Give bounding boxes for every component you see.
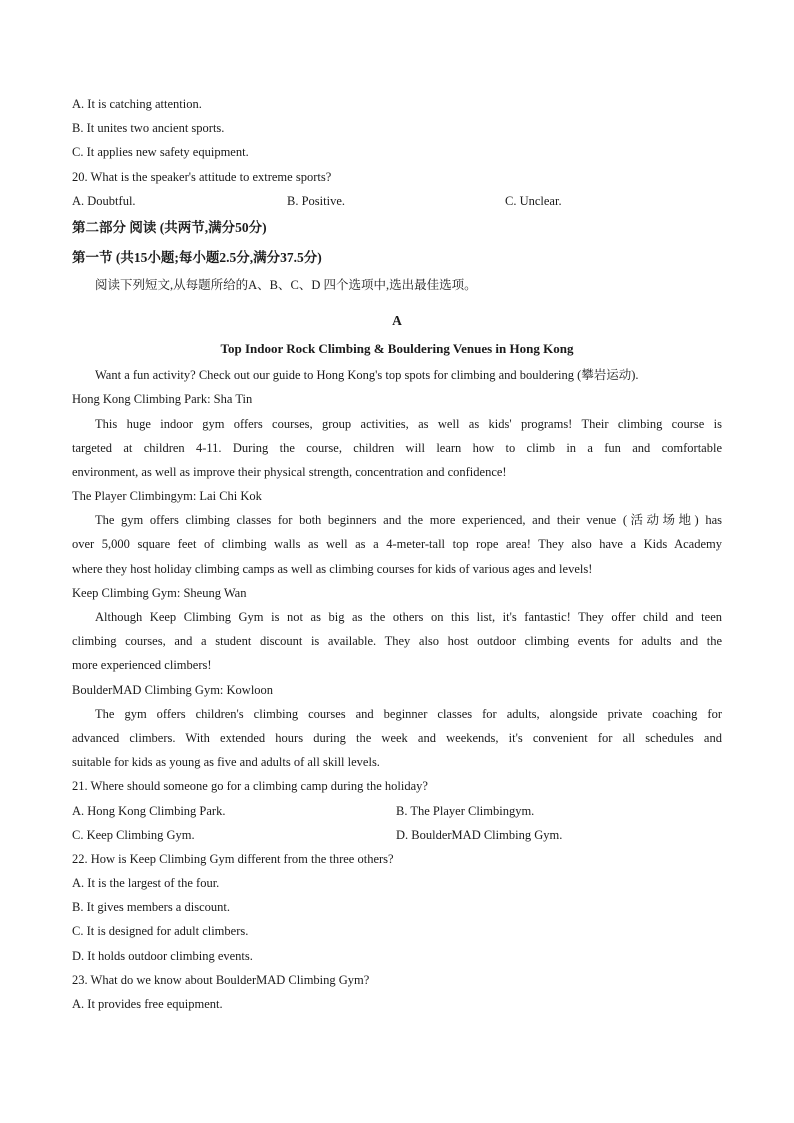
venue-2-description [72, 508, 722, 581]
venue-4-line: suitable for kids as young as five and adults of all skill levels. [72, 755, 380, 770]
q22-option-a: A. It is the largest of the four. [72, 876, 220, 891]
q23-option-a: A. It provides free equipment. [72, 997, 223, 1011]
venue-1-line: targeted at children 4-11. During the course, children will learn how to climb in a fun and comfortable [72, 440, 722, 455]
instructions: 阅读下列短文,从每题所给的A、B、C、D 四个选项中,选出最佳选项。 [95, 277, 477, 292]
part2-heading: 第二部分 阅读 (共两节,满分50分) [72, 219, 267, 235]
q21-options-row1 [72, 799, 722, 823]
q21-stem: 21. Where should someone go for a climbing camp during the holiday? [72, 779, 428, 794]
venue-2-line: The gym offers climbing classes for both beginners and the more experienced, and their venue (活动场地) has [95, 513, 722, 528]
venue-3-line: climbing courses, and a student discount is available. They also host outdoor climbing events for adults and the [72, 634, 722, 649]
venue-4-line: advanced climbers. With extended hours during the week and weekends, it's convenient for all schedules and [72, 730, 722, 745]
venue-2-name: The Player Climbingym: Lai Chi Kok [72, 489, 262, 504]
q22-option-b: B. It gives members a discount. [72, 900, 230, 915]
q20-option-b: B. Positive. [287, 193, 345, 208]
q20-stem: 20. What is the speaker's attitude to extreme sports? [72, 169, 332, 184]
q19-option-c: C. It applies new safety equipment. [72, 145, 249, 160]
passage-title: Top Indoor Rock Climbing & Bouldering Venues in Hong Kong [220, 341, 574, 357]
q21-option-c: C. Keep Climbing Gym. [72, 827, 195, 842]
exam-page [72, 92, 722, 1016]
venue-3-line: Although Keep Climbing Gym is not as big as the others on this list, it's fantastic! They offer child and teen [95, 610, 722, 624]
venue-2-line: where they host holiday climbing camps as well as climbing courses for kids of various ages and levels! [72, 561, 593, 576]
q20-option-a: A. Doubtful. [72, 193, 136, 208]
q22-stem: 22. How is Keep Climbing Gym different from the three others? [72, 851, 394, 866]
venue-4-line: The gym offers children's climbing courses and beginner classes for adults, alongside private coaching for [95, 706, 722, 721]
q21-option-a: A. Hong Kong Climbing Park. [72, 803, 226, 818]
q21-option-d: D. BoulderMAD Climbing Gym. [396, 827, 563, 842]
q22-option-c: C. It is designed for adult climbers. [72, 924, 249, 939]
section1-heading: 第一节 (共15小题;每小题2.5分,满分37.5分) [72, 249, 322, 265]
passage-label: A [392, 313, 402, 329]
q19-option-b: B. It unites two ancient sports. [72, 121, 225, 136]
venue-1-line: This huge indoor gym offers courses, group activities, as well as kids' programs! Their climbing course is [95, 416, 722, 431]
venue-3-name: Keep Climbing Gym: Sheung Wan [72, 585, 247, 600]
q20-options [72, 189, 722, 213]
venue-4-description [72, 702, 722, 775]
q20-option-c: C. Unclear. [505, 193, 562, 208]
q23-stem: 23. What do we know about BoulderMAD Climbing Gym? [72, 972, 370, 987]
q19-option-a: A. It is catching attention. [72, 97, 202, 111]
venue-1-name: Hong Kong Climbing Park: Sha Tin [72, 392, 253, 407]
q21-options-row2 [72, 823, 722, 847]
passage-intro: Want a fun activity? Check out our guide to Hong Kong's top spots for climbing and bouldering (攀岩运动). [95, 368, 639, 383]
q21-option-b: B. The Player Climbingym. [396, 803, 535, 818]
venue-1-description [72, 412, 722, 485]
venue-3-line: more experienced climbers! [72, 658, 212, 673]
venue-3-description [72, 605, 722, 678]
venue-4-name: BoulderMAD Climbing Gym: Kowloon [72, 682, 274, 697]
venue-2-line: over 5,000 square feet of climbing walls as well as a 4-meter-tall top rope area! They also have a Kids Academy [72, 537, 722, 552]
venue-1-line: environment, as well as improve their physical strength, concentration and confidence! [72, 464, 507, 479]
q22-option-d: D. It holds outdoor climbing events. [72, 948, 253, 963]
